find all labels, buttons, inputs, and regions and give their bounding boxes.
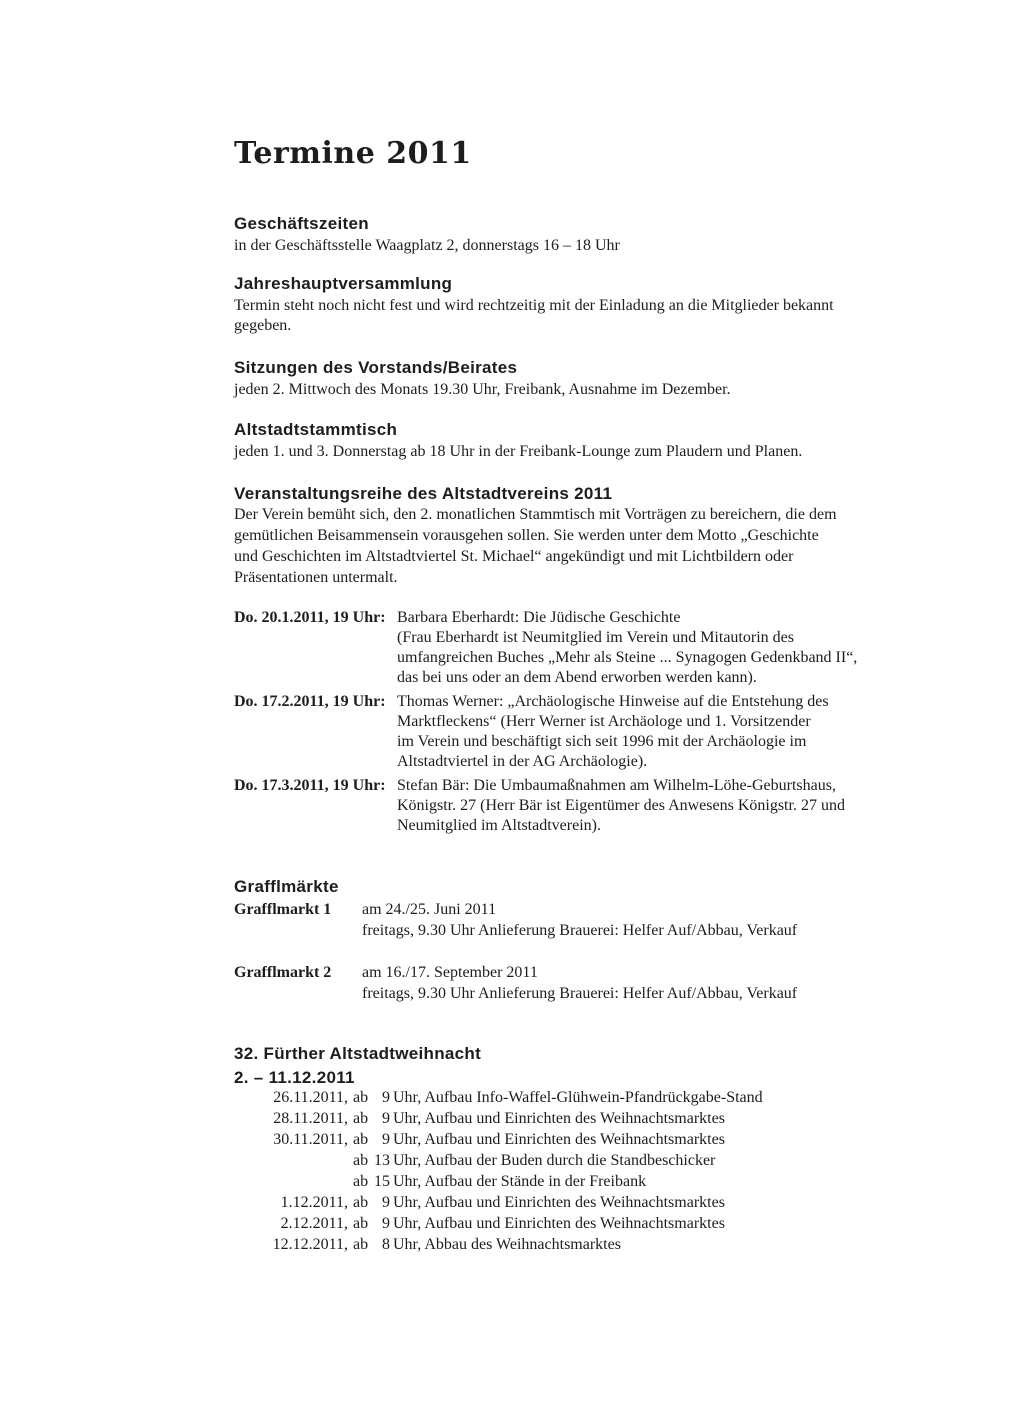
schedule-hour: 9 xyxy=(382,1131,390,1148)
event-line: Barbara Eberhardt: Die Jüdische Geschichte xyxy=(397,609,681,626)
schedule-text: Uhr, Aufbau der Stände in der Freibank xyxy=(393,1173,647,1190)
schedule-date: 28.11.2011, xyxy=(273,1110,348,1127)
body-line: und Geschichten im Altstadtviertel St. Michael“ angekündigt und mit Lichtbildern oder xyxy=(234,548,794,565)
grafflmarkt-line: am 16./17. September 2011 xyxy=(362,964,538,981)
schedule-row xyxy=(234,1213,763,1234)
grafflmarkt-2 xyxy=(234,962,797,1004)
body-line: Präsentationen untermalt. xyxy=(234,569,398,586)
schedule-date: 12.12.2011, xyxy=(272,1236,348,1253)
body-line: Der Verein bemüht sich, den 2. monatlichen Stammtisch mit Vorträgen zu bereichern, die dem xyxy=(234,506,837,523)
event-line: Stefan Bär: Die Umbaumaßnahmen am Wilhelm-Löhe-Geburtshaus, xyxy=(397,777,836,794)
page-title: Termine 2011 xyxy=(234,136,472,171)
event-item xyxy=(234,776,857,836)
section-jahreshauptversammlung-body xyxy=(234,296,834,336)
schedule-hour: 9 xyxy=(382,1215,390,1232)
grafflmarkt-1 xyxy=(234,899,797,941)
schedule-row xyxy=(234,1171,763,1192)
event-line: (Frau Eberhardt ist Neumitglied im Verein und Mitautorin des xyxy=(397,629,794,646)
grafflmarkt-line: freitags, 9.30 Uhr Anlieferung Brauerei: Helfer Auf/Abbau, Verkauf xyxy=(362,922,798,939)
event-line: Neumitglied im Altstadtverein). xyxy=(397,817,601,834)
section-altstadtstammtisch-body xyxy=(234,442,802,462)
heading-geschaeftszeiten: Geschäftszeiten xyxy=(234,214,369,233)
heading-altstadtstammtisch: Altstadtstammtisch xyxy=(234,420,398,439)
schedule-ab: ab xyxy=(353,1152,369,1169)
schedule-date: 30.11.2011, xyxy=(273,1131,348,1148)
body-line: gemütlichen Beisammensein vorausgehen sollen. Sie werden unter dem Motto „Geschichte xyxy=(234,527,819,544)
grafflmarkt-line: am 24./25. Juni 2011 xyxy=(362,901,497,918)
body-line: Termin steht noch nicht fest und wird rechtzeitig mit der Einladung an die Mitglieder bekannt xyxy=(234,297,834,314)
schedule-text: Uhr, Aufbau Info-Waffel-Glühwein-Pfandrückgabe-Stand xyxy=(393,1089,763,1106)
heading-veranstaltungsreihe: Veranstaltungsreihe des Altstadtvereins 2011 xyxy=(234,484,613,503)
weihnacht-schedule xyxy=(234,1087,763,1255)
schedule-date xyxy=(234,1150,348,1171)
grafflmarkt-details xyxy=(362,962,797,1004)
body-line: jeden 2. Mittwoch des Monats 19.30 Uhr, Freibank, Ausnahme im Dezember. xyxy=(234,381,731,398)
grafflmarkt-details xyxy=(362,899,797,941)
grafflmarkt-line: freitags, 9.30 Uhr Anlieferung Brauerei: Helfer Auf/Abbau, Verkauf xyxy=(362,985,798,1002)
schedule-date: 1.12.2011, xyxy=(280,1194,348,1211)
event-line: Thomas Werner: „Archäologische Hinweise auf die Entstehung des xyxy=(397,693,829,710)
schedule-row xyxy=(234,1129,763,1150)
event-line: Altstadtviertel in der AG Archäologie). xyxy=(397,753,648,770)
event-line: Marktfleckens“ (Herr Werner ist Archäologe und 1. Vorsitzender xyxy=(397,713,811,730)
schedule-date xyxy=(234,1171,348,1192)
schedule-text: Uhr, Aufbau und Einrichten des Weihnachtsmarktes xyxy=(393,1131,725,1148)
schedule-ab: ab xyxy=(353,1194,369,1211)
schedule-text: Uhr, Aufbau und Einrichten des Weihnachtsmarktes xyxy=(393,1194,725,1211)
grafflmarkt-label: Grafflmarkt 1 xyxy=(234,901,332,918)
schedule-ab: ab xyxy=(353,1236,369,1253)
body-line: gegeben. xyxy=(234,317,292,334)
section-veranstaltungsreihe-body xyxy=(234,504,837,588)
body-line: in der Geschäftsstelle Waagplatz 2, donnerstags 16 – 18 Uhr xyxy=(234,237,620,254)
schedule-row xyxy=(234,1108,763,1129)
schedule-row xyxy=(234,1192,763,1213)
schedule-hour: 13 xyxy=(374,1152,390,1169)
event-date-label: Do. 20.1.2011, 19 Uhr: xyxy=(234,609,386,626)
schedule-text: Uhr, Aufbau der Buden durch die Standbeschicker xyxy=(393,1152,716,1169)
schedule-date: 26.11.2011, xyxy=(273,1089,348,1106)
event-line: umfangreichen Buches „Mehr als Steine ... Synagogen Gedenkband II“, xyxy=(397,649,858,666)
schedule-ab: ab xyxy=(353,1110,369,1127)
grafflmarkt-label: Grafflmarkt 2 xyxy=(234,964,332,981)
heading-altstadtweihnacht: 32. Fürther Altstadtweihnacht xyxy=(234,1044,482,1063)
event-line: im Verein und beschäftigt sich seit 1996 mit der Archäologie im xyxy=(397,733,807,750)
schedule-hour: 8 xyxy=(382,1236,390,1253)
heading-grafflmaerkte: Grafflmärkte xyxy=(234,877,339,896)
schedule-hour: 15 xyxy=(374,1173,390,1190)
heading-jahreshauptversammlung: Jahreshauptversammlung xyxy=(234,274,453,293)
schedule-text: Uhr, Aufbau und Einrichten des Weihnachtsmarktes xyxy=(393,1215,725,1232)
heading-sitzungen: Sitzungen des Vorstands/Beirates xyxy=(234,358,518,377)
event-item xyxy=(234,608,857,688)
weihnacht-date-range: 2. – 11.12.2011 xyxy=(234,1068,355,1087)
event-line: Königstr. 27 (Herr Bär ist Eigentümer des Anwesens Königstr. 27 und xyxy=(397,797,845,814)
event-date-label: Do. 17.3.2011, 19 Uhr: xyxy=(234,777,386,794)
schedule-row xyxy=(234,1087,763,1108)
schedule-hour: 9 xyxy=(382,1110,390,1127)
schedule-date: 2.12.2011, xyxy=(280,1215,348,1232)
body-line: jeden 1. und 3. Donnerstag ab 18 Uhr in der Freibank-Lounge zum Plaudern und Planen. xyxy=(234,443,803,460)
section-sitzungen-body xyxy=(234,380,731,400)
event-description xyxy=(397,692,829,772)
schedule-hour: 9 xyxy=(382,1089,390,1106)
event-date-label: Do. 17.2.2011, 19 Uhr: xyxy=(234,693,386,710)
event-description xyxy=(397,776,845,836)
event-item xyxy=(234,692,857,772)
schedule-row xyxy=(234,1150,763,1171)
schedule-ab: ab xyxy=(353,1089,369,1106)
section-geschaeftszeiten-body xyxy=(234,236,620,256)
schedule-text: Uhr, Abbau des Weihnachtsmarktes xyxy=(393,1236,621,1253)
schedule-row xyxy=(234,1234,763,1255)
event-description xyxy=(397,608,857,688)
event-line: das bei uns oder an dem Abend erworben werden kann). xyxy=(397,669,757,686)
schedule-ab: ab xyxy=(353,1131,369,1148)
event-list xyxy=(234,608,857,840)
schedule-ab: ab xyxy=(353,1173,369,1190)
schedule-hour: 9 xyxy=(382,1194,390,1211)
schedule-text: Uhr, Aufbau und Einrichten des Weihnachtsmarktes xyxy=(393,1110,725,1127)
weihnacht-heading-block xyxy=(234,1043,481,1089)
schedule-ab: ab xyxy=(353,1215,369,1232)
